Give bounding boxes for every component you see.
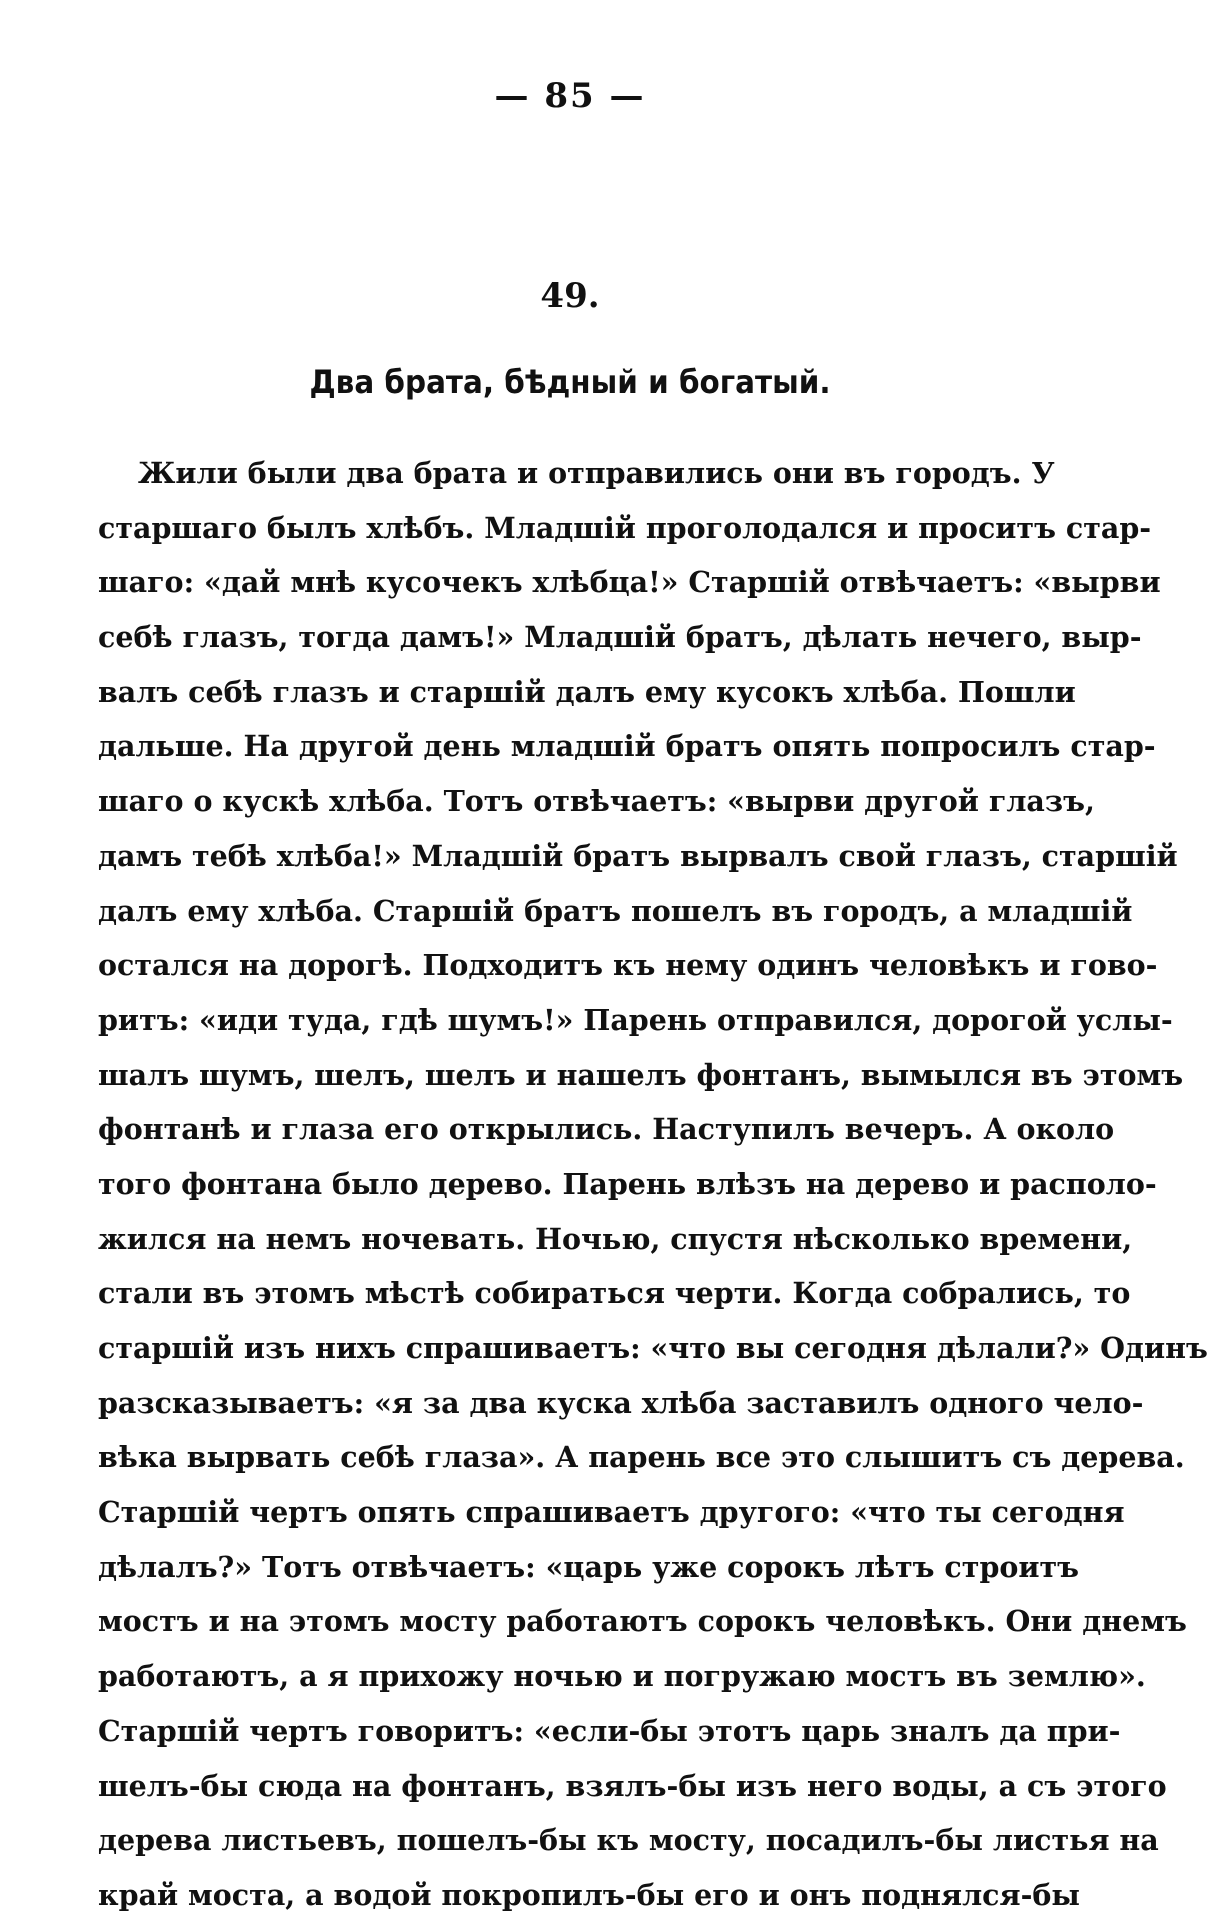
text-line-9: далъ ему хлѣба. Старшій братъ пошелъ въ городъ, а младшій bbox=[98, 893, 1133, 928]
text-line-4: себѣ глазъ, тогда дамъ!» Младшій братъ, дѣлать нечего, выр- bbox=[98, 620, 1142, 655]
page-number: — 85 — bbox=[494, 76, 646, 116]
text-line-25: шелъ-бы сюда на фонтанъ, взялъ-бы изъ него воды, а съ этого bbox=[98, 1768, 1167, 1803]
text-line-6: дальше. На другой день младшій братъ опять попросилъ стар- bbox=[98, 729, 1156, 764]
text-line-22: мостъ и на этомъ мосту работаютъ сорокъ человѣкъ. Они днемъ bbox=[98, 1604, 1187, 1639]
text-line-1: Жили были два брата и отправились они въ городъ. У bbox=[138, 456, 1055, 490]
text-line-17: старшій изъ нихъ спрашиваетъ: «что вы сегодня дѣлали?» Одинъ bbox=[98, 1331, 1208, 1365]
text-line-10: остался на дорогѣ. Подходитъ къ нему одинъ человѣкъ и гово- bbox=[98, 948, 1158, 983]
text-line-18: разсказываетъ: «я за два куска хлѣба заставилъ одного чело- bbox=[98, 1385, 1144, 1420]
text-line-5: валъ себѣ глазъ и старшій далъ ему кусокъ хлѣба. Пошли bbox=[98, 674, 1076, 709]
text-line-23: работаютъ, а я прихожу ночью и погружаю мостъ въ землю». bbox=[98, 1659, 1146, 1694]
text-line-13: фонтанѣ и глаза его открылись. Наступилъ вечеръ. А около bbox=[98, 1112, 1115, 1147]
story-number: 49. bbox=[540, 276, 600, 316]
text-line-27: край моста, а водой покропилъ-бы его и онъ поднялся-бы bbox=[98, 1877, 1080, 1912]
text-line-8: дамъ тебѣ хлѣба!» Младшій братъ вырвалъ свой глазъ, старшій bbox=[98, 838, 1178, 873]
text-line-7: шаго о кускѣ хлѣба. Тотъ отвѣчаетъ: «вырви другой глазъ, bbox=[98, 784, 1095, 819]
text-line-24: Старшій чертъ говоритъ: «если-бы этотъ царь зналъ да при- bbox=[98, 1713, 1121, 1748]
text-line-3: шаго: «дай мнѣ кусочекъ хлѣбца!» Старшій отвѣчаетъ: «вырви bbox=[98, 565, 1161, 600]
story-title: Два брата, бѣдный и богатый. bbox=[309, 363, 831, 401]
text-line-20: Старшій чертъ опять спрашиваетъ другого: «что ты сегодня bbox=[98, 1495, 1125, 1530]
text-line-15: жился на немъ ночевать. Ночью, спустя нѣсколько времени, bbox=[98, 1221, 1133, 1256]
text-line-19: вѣка вырвать себѣ глаза». А парень все это слышитъ съ дерева. bbox=[98, 1440, 1185, 1475]
text-line-26: дерева листьевъ, пошелъ-бы къ мосту, посадилъ-бы листья на bbox=[98, 1823, 1159, 1858]
text-line-2: старшаго былъ хлѣбъ. Младшій проголодался и проситъ стар- bbox=[98, 510, 1152, 545]
text-line-12: шалъ шумъ, шелъ, шелъ и нашелъ фонтанъ, вымылся въ этомъ bbox=[98, 1057, 1184, 1092]
text-line-14: того фонтана было дерево. Парень влѣзъ на дерево и располо- bbox=[98, 1166, 1157, 1201]
text-line-16: стали въ этомъ мѣстѣ собираться черти. Когда собрались, то bbox=[98, 1276, 1131, 1311]
text-line-21: дѣлалъ?» Тотъ отвѣчаетъ: «царь уже сорокъ лѣтъ строитъ bbox=[98, 1549, 1080, 1584]
text-line-11: ритъ: «иди туда, гдѣ шумъ!» Парень отправился, дорогой услы- bbox=[98, 1002, 1173, 1037]
story-text bbox=[98, 446, 1208, 1923]
